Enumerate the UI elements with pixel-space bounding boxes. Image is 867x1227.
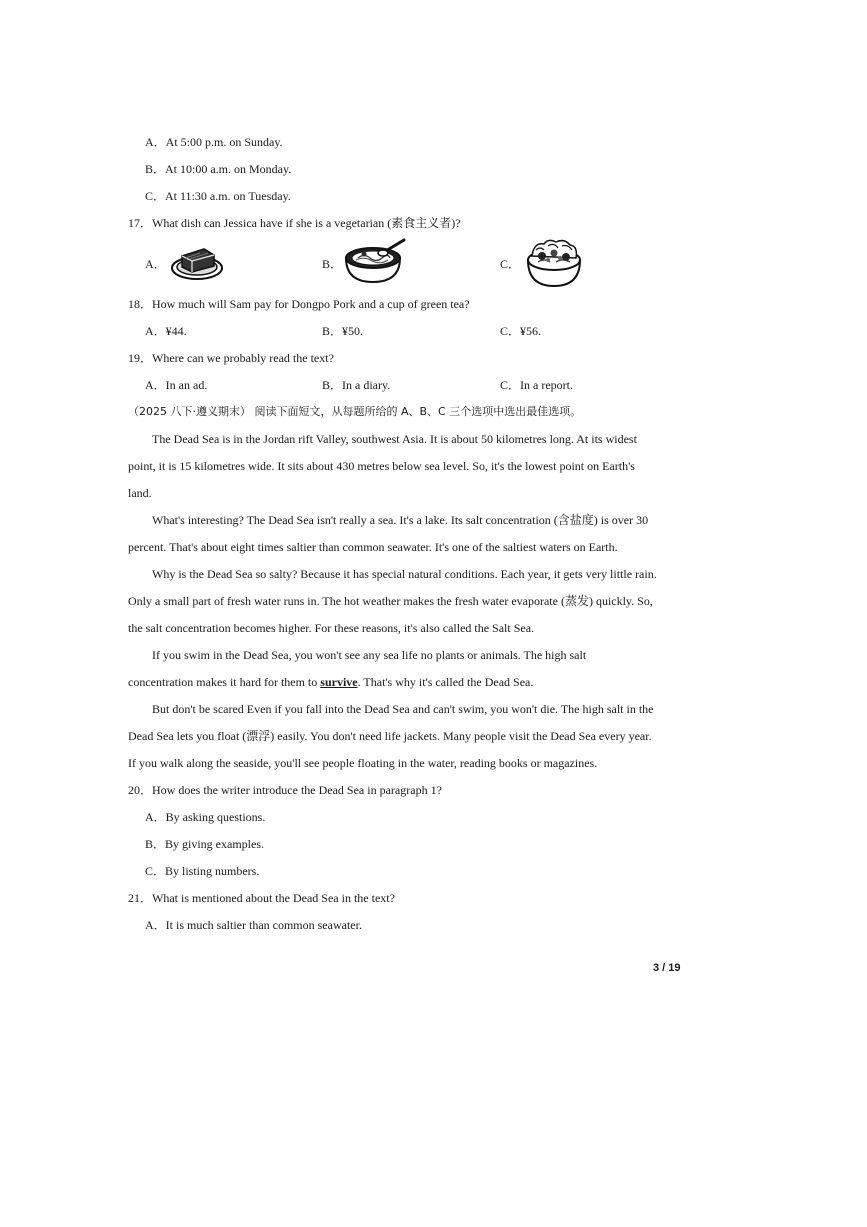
q17-option-c-label[interactable]: C． [500,257,521,271]
passage-p5-line3: If you walk along the seaside, you'll see people floating in the water, reading books or magazines. [128,756,598,770]
vegetable-salad-icon[interactable] [524,236,584,293]
passage-p4-line1: If you swim in the Dead Sea, you won't see any sea life no plants or animals. The high salt [152,648,587,662]
q21-question: 21．What is mentioned about the Dead Sea in the text? [128,891,395,905]
q17-option-b-label[interactable]: B． [322,257,343,271]
passage-p4-line2 [128,674,533,690]
q21-option-a[interactable]: A．It is much saltier than common seawater. [145,918,362,932]
passage-p5-line2: Dead Sea lets you float (漂浮) easily. You don't need life jackets. Many people visit the Dead Sea every year. [128,729,652,743]
noodle-bowl-icon[interactable] [344,238,408,289]
q18-option-c[interactable]: C．¥56. [500,324,542,338]
passage-p4-line2-pre: concentration makes it hard for them to [128,675,321,689]
q18-option-b[interactable]: B．¥50. [322,324,364,338]
q20-question: 20．How does the writer introduce the Dead Sea in paragraph 1? [128,783,442,797]
passage-p3-line3: the salt concentration becomes higher. For these reasons, it's also called the Salt Sea. [128,621,535,635]
q19-option-a[interactable]: A．In an ad. [145,378,208,392]
q16-option-a[interactable]: A．At 5:00 p.m. on Sunday. [145,135,283,149]
passage-p1-line1: The Dead Sea is in the Jordan rift Valley, southwest Asia. It is about 50 kilometres long. At its widest [152,432,637,446]
q19-question: 19．Where can we probably read the text? [128,351,334,365]
q18-option-a[interactable]: A．¥44. [145,324,187,338]
q20-option-a[interactable]: A．By asking questions. [145,810,266,824]
q19-option-c[interactable]: C．In a report. [500,378,573,392]
page-number: 3 / 19 [653,962,681,974]
passage-p2-line2: percent. That's about eight times saltier than common seawater. It's one of the saltiest waters on Earth. [128,540,618,554]
passage-p2-line1: What's interesting? The Dead Sea isn't really a sea. It's a lake. Its salt concentration (含盐度) is over 30 [152,513,649,527]
q20-option-c[interactable]: C．By listing numbers. [145,864,260,878]
section-header: （2025 八下·遵义期末） 阅读下面短文，从每题所给的 A、B、C 三个选项中选出最佳选项。 [128,405,582,418]
q17-option-a-label[interactable]: A． [145,257,166,271]
q16-option-b[interactable]: B．At 10:00 a.m. on Monday. [145,162,292,176]
passage-p4-line2-post: . That's why it's called the Dead Sea. [357,675,534,689]
tofu-dish-icon[interactable] [170,240,224,287]
q20-option-b[interactable]: B．By giving examples. [145,837,264,851]
highlighted-word-survive: survive [320,675,358,689]
q17-question: 17．What dish can Jessica have if she is a vegetarian (素食主义者)? [128,216,461,230]
passage-p1-line2: point, it is 15 kilometres wide. It sits about 430 metres below sea level. So, it's the lowest point on Earth's [128,459,635,473]
q18-question: 18．How much will Sam pay for Dongpo Pork and a cup of green tea? [128,297,470,311]
passage-p1-line3: land. [128,486,152,500]
passage-p3-line1: Why is the Dead Sea so salty? Because it has special natural conditions. Each year, it gets very little rain. [152,567,657,581]
q19-option-b[interactable]: B．In a diary. [322,378,391,392]
q16-option-c[interactable]: C．At 11:30 a.m. on Tuesday. [145,189,291,203]
passage-p3-line2: Only a small part of fresh water runs in. The hot weather makes the fresh water evaporate (蒸发) quickly. So, [128,594,653,608]
passage-p5-line1: But don't be scared Even if you fall into the Dead Sea and can't swim, you won't die. The high salt in the [152,702,654,716]
